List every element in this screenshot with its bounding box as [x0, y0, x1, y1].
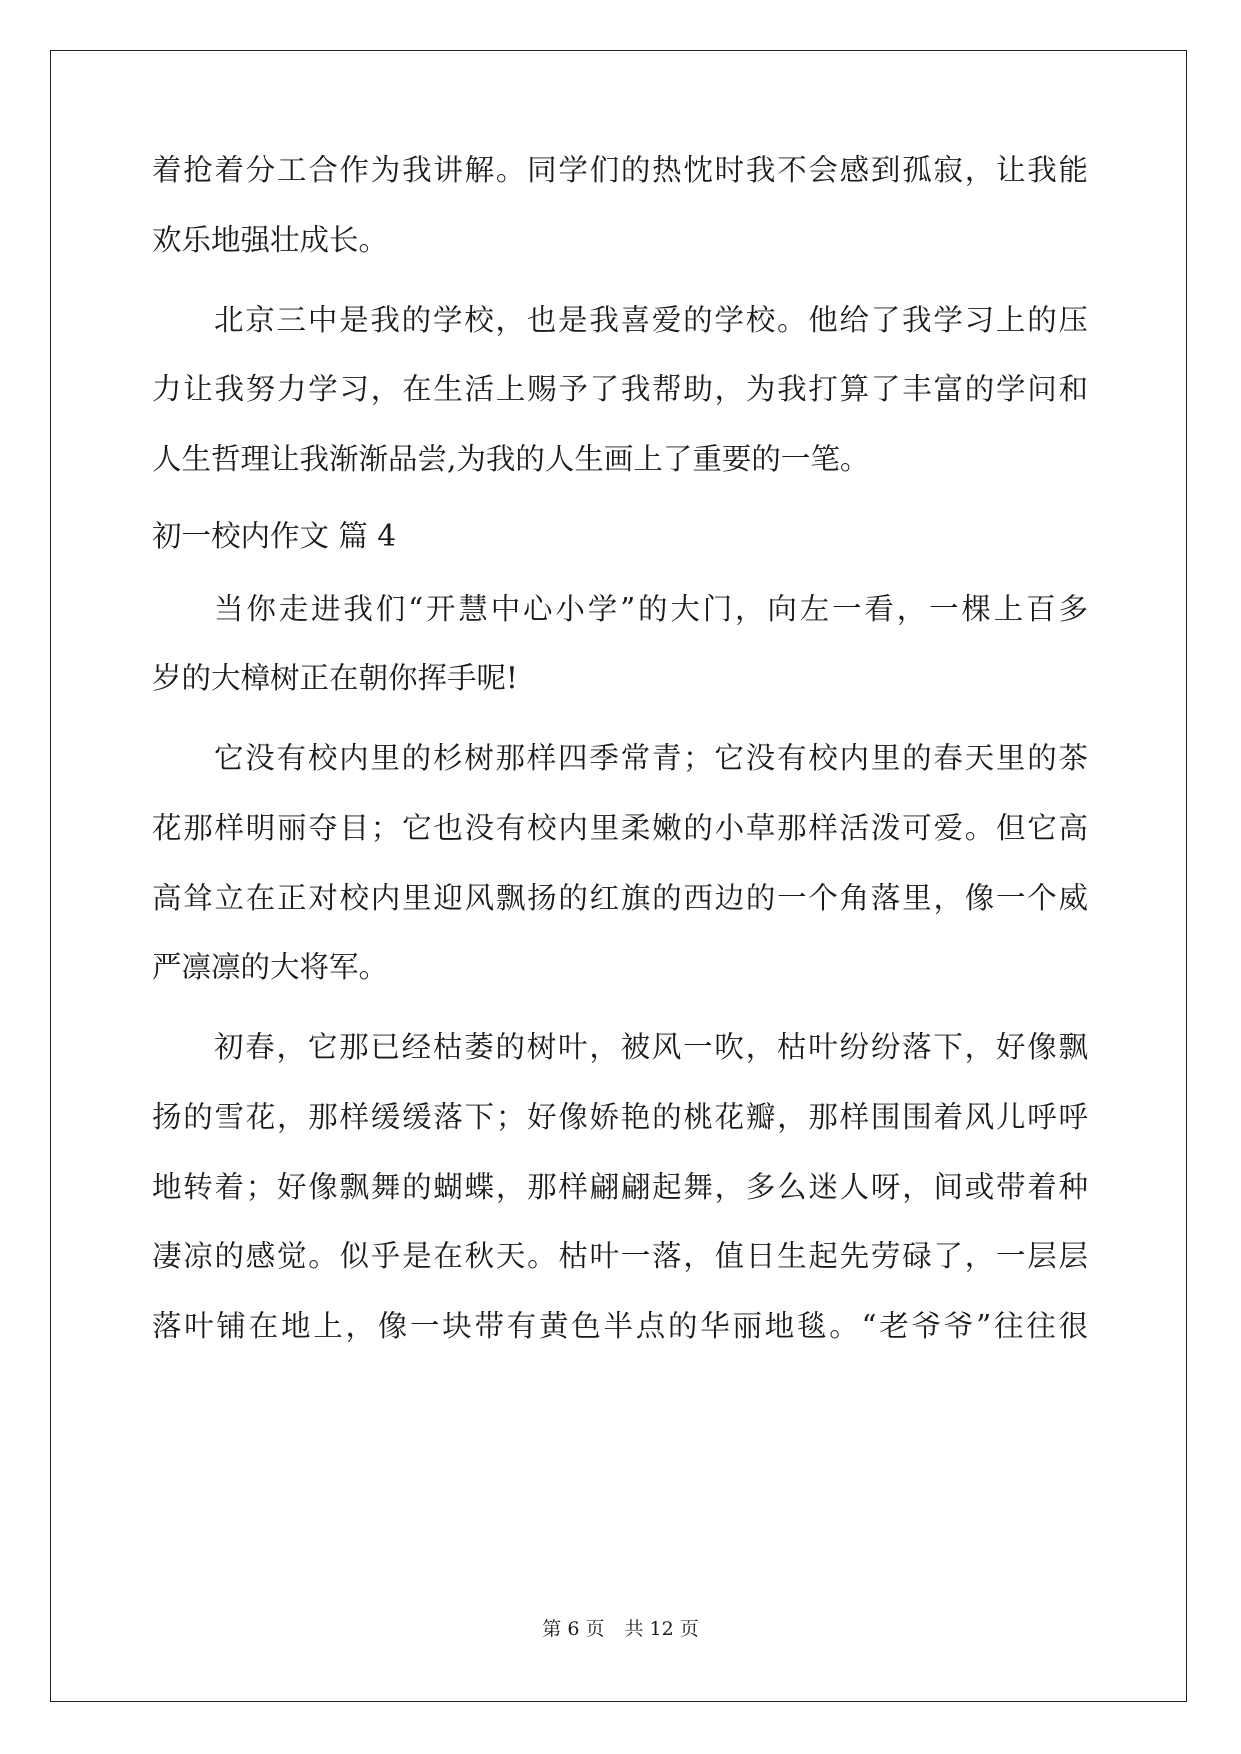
- paragraph-line: 欢乐地强壮成长。: [152, 223, 389, 257]
- page-number: 第 6 页: [542, 1618, 605, 1640]
- page-total: 共 12 页: [624, 1618, 699, 1640]
- paragraph-line: 岁的大樟树正在朝你挥手呢!: [152, 661, 518, 695]
- paragraph-line: 落叶铺在地上，像一块带有黄色半点的华丽地毯。“老爷爷”往往很: [152, 1309, 1088, 1343]
- paragraph-line: 当你走进我们“开慧中心小学”的大门，向左一看，一棵上百多: [214, 592, 1088, 626]
- paragraph-line: 北京三中是我的学校，也是我喜爱的学校。他给了我学习上的压: [214, 303, 1088, 337]
- paragraph-line: 着抢着分工合作为我讲解。同学们的热忱时我不会感到孤寂，让我能: [152, 153, 1088, 187]
- paragraph-line: 凄凉的感觉。似乎是在秋天。枯叶一落，值日生起先劳碌了，一层层: [152, 1239, 1088, 1273]
- paragraph-line: 初春，它那已经枯萎的树叶，被风一吹，枯叶纷纷落下，好像飘: [214, 1030, 1088, 1064]
- paragraph-line: 地转着；好像飘舞的蝴蝶，那样翩翩起舞，多么迷人呀，间或带着种: [152, 1170, 1088, 1204]
- paragraph-line: 扬的雪花，那样缓缓落下；好像娇艳的桃花瓣，那样围围着风儿呼呼: [152, 1100, 1088, 1134]
- paragraph-line: 花那样明丽夺目；它也没有校内里柔嫩的小草那样活泼可爱。但它高: [152, 811, 1088, 845]
- section-heading: 初一校内作文 篇 4: [152, 519, 397, 553]
- paragraph-line: 高耸立在正对校内里迎风飘扬的红旗的西边的一个角落里，像一个威: [152, 881, 1088, 915]
- paragraph-line: 严凛凛的大将军。: [152, 950, 389, 984]
- paragraph-line: 人生哲理让我渐渐品尝,为我的人生画上了重要的一笔。: [152, 442, 870, 476]
- paragraph-line: 它没有校内里的杉树那样四季常青；它没有校内里的春天里的茶: [214, 741, 1088, 775]
- paragraph-line: 力让我努力学习，在生活上赐予了我帮助，为我打算了丰富的学问和: [152, 372, 1088, 406]
- page-footer: [0, 1617, 1241, 1641]
